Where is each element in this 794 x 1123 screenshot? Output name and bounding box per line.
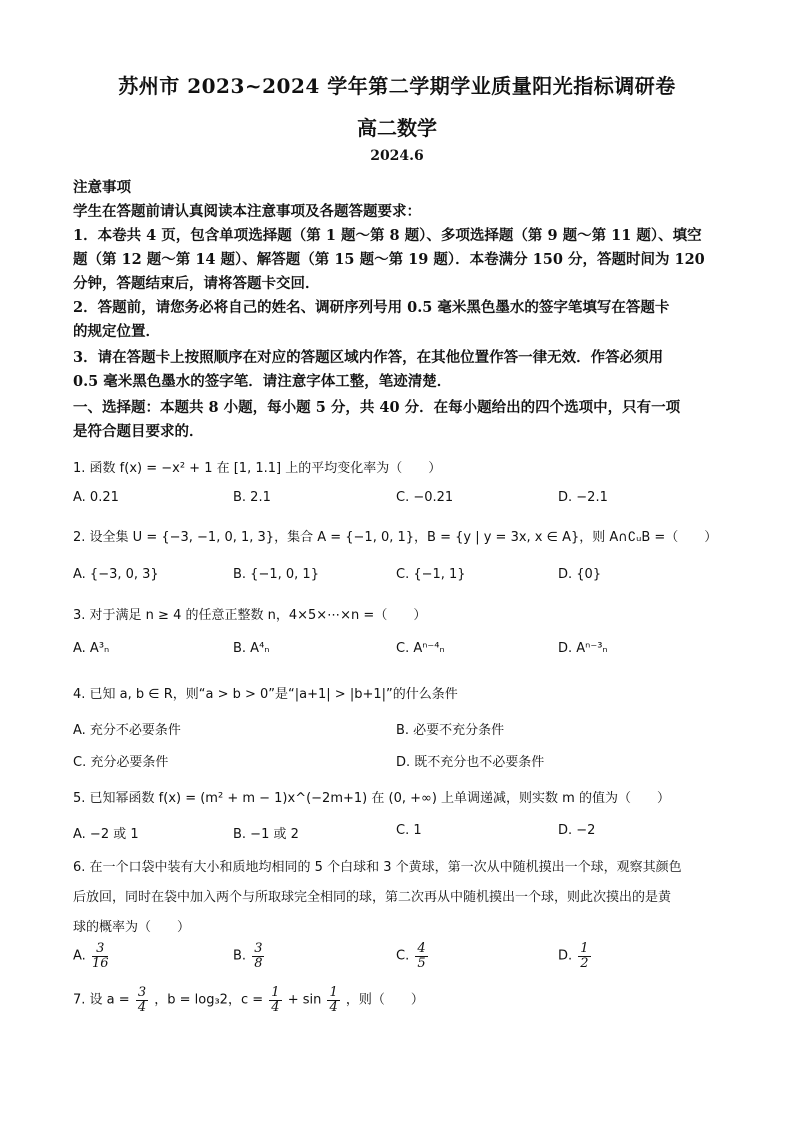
question-3-options [73,641,753,663]
notice-heading: 注意事项 [73,179,131,196]
option-d-numerator: 1 [580,941,589,956]
option-b-numerator: 3 [254,941,263,956]
question-2-stem: 2. 设全集 U = {−3, −1, 0, 1, 3}，集合 A = {−1, 0, 1}，B = {y | y = 3x, x ∈ A}，则 A∩∁ᵤB =（ ） [73,530,718,545]
option-b: B. 2.1 [233,490,271,505]
question-2-options [73,567,753,589]
sine-numerator: 1 [329,985,338,1000]
question-6-stem-line-1: 6. 在一个口袋中装有大小和质地均相同的 5 个白球和 3 个黄球，第一次从中随机摸出一个球，观察其颜色 [73,860,682,875]
c-numerator: 1 [271,985,280,1000]
option-b [233,942,266,970]
option-a: A. −2 或 1 [73,827,139,842]
question-7-middle-1: ，b = log₃2，c = [154,992,264,1008]
option-c: C. −0.21 [396,490,454,505]
question-7-middle-2: + sin [287,992,322,1008]
sine-argument-fraction [327,986,339,1014]
question-6-options [73,942,753,982]
option-d: D. −2.1 [558,490,608,505]
notice-item-1-line-2: 题（第 12 题～第 14 题）、解答题（第 15 题～第 19 题）．本卷满分 150 分，答题时间为 120 [73,251,705,268]
question-1-options [73,490,753,512]
option-d [558,942,593,970]
question-6-stem-line-2: 后放回，同时在袋中加入两个与所取球完全相同的球，第二次再从中随机摸出一个球，则此次摸出的是黄 [73,890,672,905]
option-b: B. −1 或 2 [233,827,299,842]
c-first-term-fraction [269,986,281,1014]
option-d: D. Aⁿ⁻³ₙ [558,641,608,656]
a-value-fraction [136,986,148,1014]
question-4-stem: 4. 已知 a, b ∈ R，则“a > b > 0”是“|a+1| > |b+1|”的什么条件 [73,687,458,702]
section-1-heading-line-1: 一、选择题：本题共 8 小题，每小题 5 分，共 40 分．在每小题给出的四个选项中，只有一项 [73,399,681,416]
option-a-label: A. [73,948,86,964]
option-a-numerator: 3 [92,942,109,957]
option-a: A. {−3, 0, 3} [73,567,159,582]
notice-item-3-line-2: 0.5 毫米黑色墨水的签字笔．请注意字体工整，笔迹清楚． [73,373,452,390]
notice-intro: 学生在答题前请认真阅读本注意事项及各题答题要求： [73,203,421,220]
notice-item-3-line-1: 3．请在答题卡上按照顺序在对应的答题区域内作答，在其他位置作答一律无效．作答必须用 [73,349,664,366]
option-c: C. 充分必要条件 [73,755,169,770]
exam-title: 苏州市 2023~2024 学年第二学期学业质量阳光指标调研卷 [118,74,676,98]
notice-item-1-line-3: 分钟，答题结束后，请将答题卡交回． [73,275,320,292]
notice-item-2-line-2: 的规定位置． [73,323,160,340]
a-denominator: 4 [137,999,147,1015]
option-c-numerator: 4 [417,941,426,956]
question-6-stem-line-3: 球的概率为（ ） [73,920,191,935]
question-3-stem: 3. 对于满足 n ≥ 4 的任意正整数 n，4×5×⋯×n =（ ） [73,608,427,623]
option-b-label: B. [233,948,247,964]
question-5-stem: 5. 已知幂函数 f(x) = (m² + m − 1)x^(−2m+1) 在 (0, +∞) 上单调递减，则实数 m 的值为（ ） [73,791,670,806]
question-7-prefix: 7. 设 a = [73,992,130,1008]
option-c: C. Aⁿ⁻⁴ₙ [396,641,445,656]
section-1-heading-line-2: 是符合题目要求的． [73,423,204,440]
option-c-label: C. [396,948,410,964]
option-a-denominator: 16 [91,955,109,971]
option-a-fraction [92,942,109,970]
option-c: C. 1 [396,823,422,838]
option-b: B. 必要不充分条件 [396,723,505,738]
option-d: D. −2 [558,823,596,838]
question-7-suffix: ，则（ ） [345,992,424,1008]
option-c [396,942,430,970]
option-d-label: D. [558,948,573,964]
question-5-options [73,823,753,845]
option-c-denominator: 5 [417,955,426,971]
sine-denominator: 4 [329,999,338,1015]
notice-item-1-line-1: 1．本卷共 4 页，包含单项选择题（第 1 题～第 8 题）、多项选择题（第 9 题～第 11 题）、填空 [73,227,702,244]
option-d: D. {0} [558,567,602,582]
question-4-options-row-2 [73,751,753,773]
option-a [73,942,110,970]
a-numerator: 3 [137,985,147,1000]
option-b: B. A⁴ₙ [233,641,270,656]
option-b-fraction [252,942,264,970]
option-a: A. 充分不必要条件 [73,723,181,738]
option-a: A. 0.21 [73,490,119,505]
option-a: A. A³ₙ [73,641,110,656]
exam-date: 2024.6 [370,148,424,164]
c-denominator: 4 [271,999,280,1015]
question-4-options-row-1 [73,719,753,741]
question-1-stem: 1. 函数 f(x) = −x² + 1 在 [1, 1.1] 上的平均变化率为（ ） [73,461,442,476]
option-d-denominator: 2 [580,955,589,971]
option-c-fraction [415,942,427,970]
question-7-stem [73,986,724,1026]
exam-subtitle: 高二数学 [357,116,437,140]
notice-item-2-line-1: 2．答题前，请您务必将自己的姓名、调研序列号用 0.5 毫米黑色墨水的签字笔填写在答题卡 [73,299,670,316]
option-b-denominator: 8 [254,955,263,971]
option-b: B. {−1, 0, 1} [233,567,319,582]
option-d: D. 既不充分也不必要条件 [396,755,545,770]
option-d-fraction [578,942,590,970]
option-c: C. {−1, 1} [396,567,466,582]
